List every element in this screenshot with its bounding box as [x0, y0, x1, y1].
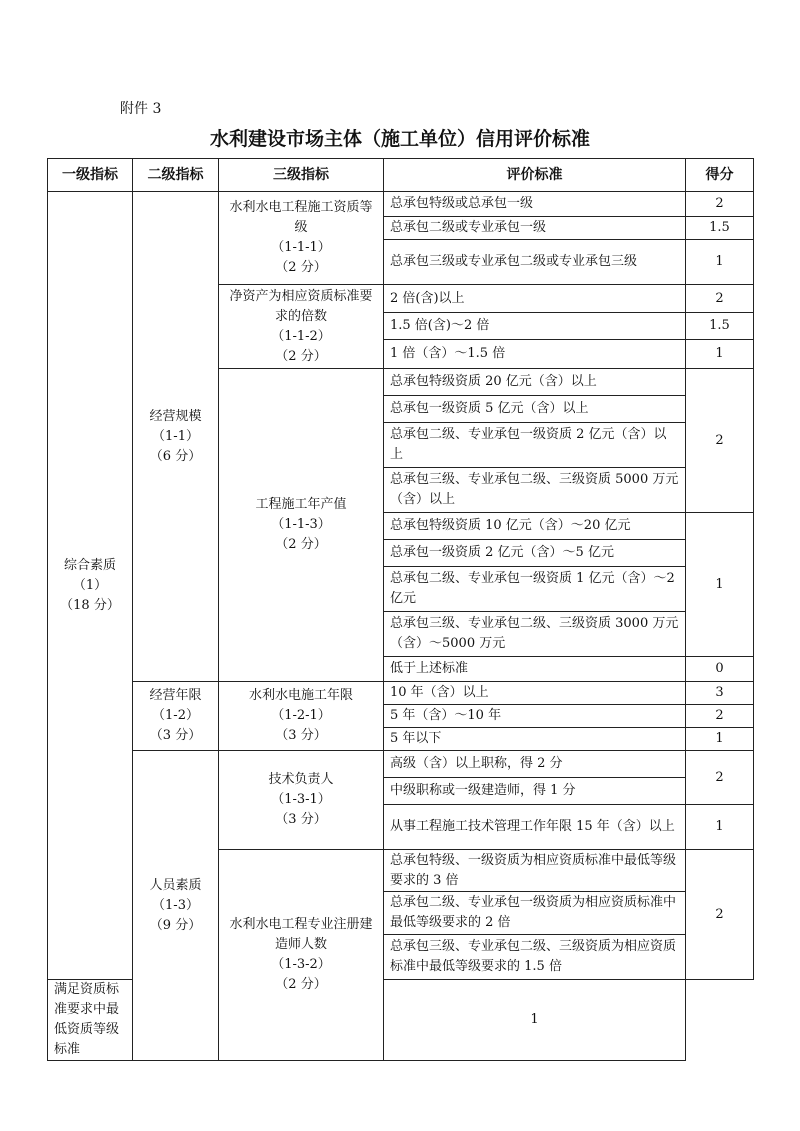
criteria-cell: 总承包二级或专业承包一级: [384, 217, 686, 240]
score-cell: 1: [686, 240, 754, 285]
score-cell: 2: [686, 850, 754, 980]
level2-staff-cell: [133, 751, 219, 1061]
level2-code: （1-1）: [152, 428, 199, 444]
level3-code: （1-2-1）: [271, 708, 331, 723]
score-cell: 2: [686, 369, 754, 513]
header-level1: 一级指标: [48, 159, 133, 192]
score-cell: 2: [686, 285, 754, 313]
score-cell: 1.5: [686, 217, 754, 240]
level3-name: 水利水电工程施工资质等级: [229, 200, 373, 235]
level2-points: （9 分）: [149, 917, 202, 933]
table-header-row: [48, 159, 754, 192]
level3-points: （3 分）: [275, 728, 327, 743]
criteria-cell: 总承包特级、一级资质为相应资质标准中最低等级要求的 3 倍: [384, 850, 686, 892]
criteria-cell: 总承包一级资质 5 亿元（含）以上: [384, 396, 686, 423]
level3-code: （1-3-1）: [271, 792, 331, 807]
level3-code: （1-1-3）: [271, 517, 331, 532]
level3-qual-cell: [219, 192, 384, 285]
level1-code: （1）: [72, 577, 108, 593]
table-row: [48, 192, 754, 217]
criteria-cell: 总承包特级资质 10 亿元（含）～20 亿元: [384, 513, 686, 540]
level3-points: （2 分）: [275, 260, 327, 275]
level2-points: （6 分）: [149, 448, 202, 464]
score-cell: 1.5: [686, 313, 754, 340]
level3-points: （2 分）: [275, 348, 327, 364]
criteria-cell: 总承包特级资质 20 亿元（含）以上: [384, 369, 686, 396]
criteria-cell: 总承包二级、专业承包一级资质为相应资质标准中最低等级要求的 2 倍: [384, 892, 686, 935]
criteria-cell: 总承包三级、专业承包二级、三级资质 5000 万元（含）以上: [384, 468, 686, 513]
header-score: 得分: [686, 159, 754, 192]
score-cell: 1: [686, 805, 754, 850]
level3-years-cell: [219, 682, 384, 751]
level3-name: 水利水电施工年限: [248, 688, 353, 703]
level1-points: （18 分）: [60, 597, 120, 613]
criteria-cell: 总承包一级资质 2 亿元（含）～5 亿元: [384, 540, 686, 567]
criteria-cell: 1.5 倍(含)～2 倍: [384, 313, 686, 340]
level3-name: 水利水电工程专业注册建造师人数: [229, 917, 373, 952]
level2-scale-cell: [133, 192, 219, 682]
criteria-cell: 5 年（含）～10 年: [384, 705, 686, 728]
table-row: [48, 751, 754, 778]
criteria-cell: 满足资质标准要求中最低资质等级标准: [48, 980, 133, 1061]
header-level2: 二级指标: [133, 159, 219, 192]
criteria-cell: 总承包特级或总承包一级: [384, 192, 686, 217]
criteria-cell: 高级（含）以上职称，得 2 分: [384, 751, 686, 778]
level3-engineers-cell: [219, 850, 384, 1061]
level3-tech-cell: [219, 751, 384, 850]
document-title: 水利建设市场主体（施工单位）信用评价标准: [209, 128, 590, 150]
level3-assets-cell: [219, 285, 384, 369]
table-row: [48, 682, 754, 705]
header-level3: 三级指标: [219, 159, 384, 192]
level1-name: 综合素质: [63, 557, 116, 573]
criteria-cell: 总承包三级、专业承包二级、三级资质 3000 万元（含）～5000 万元: [384, 612, 686, 657]
score-cell: 1: [686, 513, 754, 657]
score-cell: 2: [686, 751, 754, 805]
level3-points: （2 分）: [275, 537, 327, 552]
criteria-cell: 5 年以下: [384, 728, 686, 751]
level2-name: 经营年限: [149, 688, 202, 703]
criteria-cell: 低于上述标准: [384, 657, 686, 682]
score-cell: 2: [686, 192, 754, 217]
level3-name: 技术负责人: [268, 772, 334, 787]
score-cell: 3: [686, 682, 754, 705]
header-criteria: 评价标准: [384, 159, 686, 192]
level2-code: （1-3）: [152, 897, 199, 913]
level3-name: 净资产为相应资质标准要求的倍数: [229, 288, 373, 324]
score-cell: 2: [686, 705, 754, 728]
level2-name: 经营规模: [149, 408, 202, 424]
score-cell: 1: [686, 728, 754, 751]
level3-code: （1-1-2）: [271, 328, 331, 344]
criteria-cell: 总承包二级、专业承包一级资质 2 亿元（含）以上: [384, 423, 686, 468]
level3-points: （2 分）: [275, 977, 327, 992]
attachment-label: 附件 3: [120, 101, 162, 117]
criteria-cell: 总承包三级、专业承包二级、三级资质为相应资质标准中最低等级要求的 1.5 倍: [384, 935, 686, 980]
level1-cell: [48, 192, 133, 980]
credit-evaluation-table: [47, 158, 754, 1061]
level3-output-cell: [219, 369, 384, 682]
criteria-cell: 中级职称或一级建造师，得 1 分: [384, 778, 686, 805]
score-cell: 1: [384, 980, 686, 1061]
criteria-cell: 从事工程施工技术管理工作年限 15 年（含）以上: [384, 805, 686, 850]
level2-points: （3 分）: [149, 728, 202, 743]
level3-code: （1-1-1）: [271, 240, 331, 255]
criteria-cell: 10 年（含）以上: [384, 682, 686, 705]
level3-code: （1-3-2）: [271, 957, 331, 972]
level3-points: （3 分）: [275, 812, 327, 827]
criteria-cell: 1 倍（含）～1.5 倍: [384, 340, 686, 369]
level2-years-cell: [133, 682, 219, 751]
criteria-cell: 总承包三级或专业承包二级或专业承包三级: [384, 240, 686, 285]
criteria-cell: 2 倍(含)以上: [384, 285, 686, 313]
score-cell: 0: [686, 657, 754, 682]
score-cell: 1: [686, 340, 754, 369]
level2-name: 人员素质: [149, 877, 202, 893]
criteria-cell: 总承包二级、专业承包一级资质 1 亿元（含）～2 亿元: [384, 567, 686, 612]
level2-code: （1-2）: [152, 708, 199, 723]
level3-name: 工程施工年产值: [255, 497, 347, 512]
